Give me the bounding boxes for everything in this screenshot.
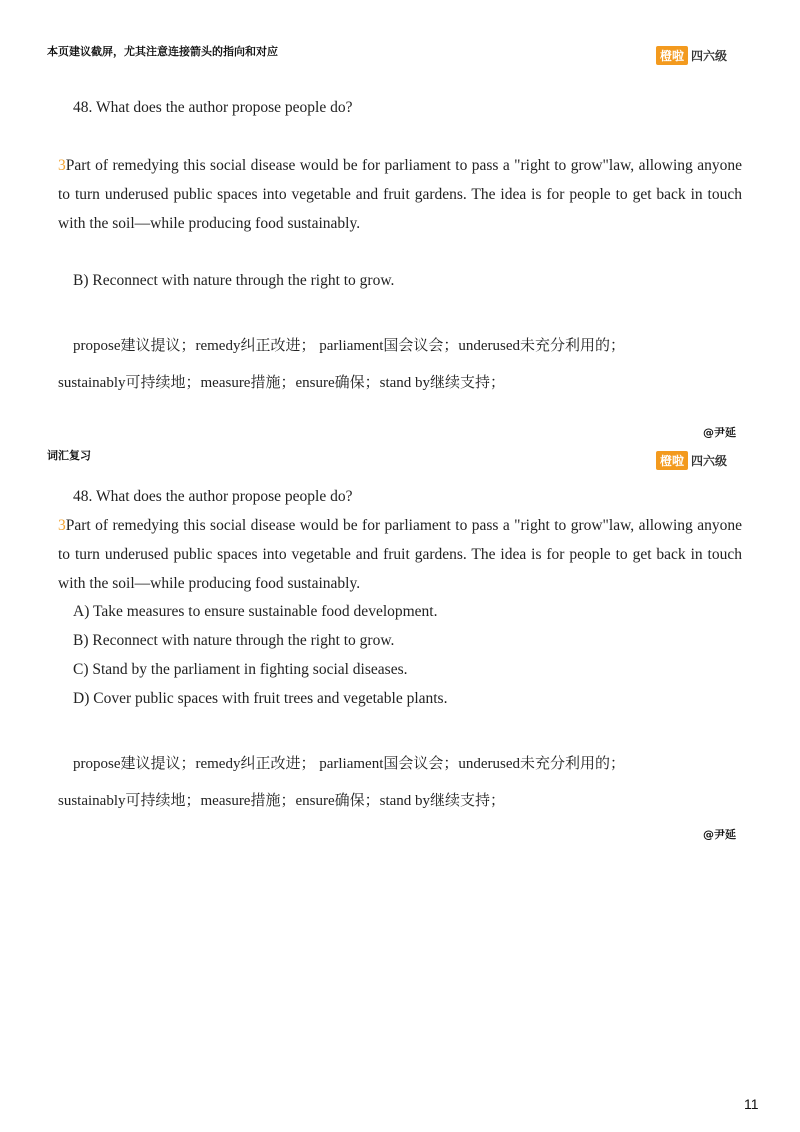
answer-option: C) Stand by the parliament in fighting social diseases. xyxy=(73,661,408,678)
page-number: 11 xyxy=(744,1096,759,1112)
brand-logo-box: 橙啦 xyxy=(656,451,688,470)
screenshot-note: 本页建议截屏，尤其注意连接箭头的指向和对应 xyxy=(47,45,278,58)
vocab-line: sustainably可持续地；measure措施；ensure确保；stand by继续支持； xyxy=(58,793,506,809)
passage-text: Part of remedying this social disease would be for parliament to pass a "right to grow"law, allowing anyone to turn underused public spaces into vegetable and fruit gardens. The idea is for people to get back in touch with the soil—while producing food sustainably. xyxy=(58,517,742,592)
answer-option: B) Reconnect with nature through the right to grow. xyxy=(73,272,395,289)
vocab-line: sustainably可持续地；measure措施；ensure确保；stand by继续支持； xyxy=(58,375,506,391)
vocab-line: propose建议提议；remedy纠正改进； parliament国会议会；underused未充分利用的； xyxy=(73,756,626,772)
passage-number: 3 xyxy=(58,517,66,534)
passage-number: 3 xyxy=(58,157,66,174)
question-title: 48. What does the author propose people do? xyxy=(73,488,353,505)
brand-logo xyxy=(656,46,727,65)
passage-text: Part of remedying this social disease would be for parliament to pass a "right to grow"law, allowing anyone to turn underused public spaces into vegetable and fruit gardens. The idea is for people to get back in touch with the soil—while producing food sustainably. xyxy=(58,157,742,232)
answer-option: D) Cover public spaces with fruit trees and vegetable plants. xyxy=(73,690,448,707)
passage-paragraph xyxy=(58,511,742,598)
question-title: 48. What does the author propose people do? xyxy=(73,99,353,116)
brand-logo xyxy=(656,451,727,470)
brand-logo-text: 四六级 xyxy=(691,49,728,63)
brand-logo-box: 橙啦 xyxy=(656,46,688,65)
answer-option: B) Reconnect with nature through the right to grow. xyxy=(73,632,395,649)
answer-option: A) Take measures to ensure sustainable food development. xyxy=(73,603,438,620)
vocab-line: propose建议提议；remedy纠正改进； parliament国会议会；underused未充分利用的； xyxy=(73,338,626,354)
passage-paragraph xyxy=(58,151,742,238)
section-label: 词汇复习 xyxy=(47,449,91,462)
author-signature: @尹延 xyxy=(703,828,736,841)
author-signature: @尹延 xyxy=(703,426,736,439)
brand-logo-text: 四六级 xyxy=(691,454,728,468)
